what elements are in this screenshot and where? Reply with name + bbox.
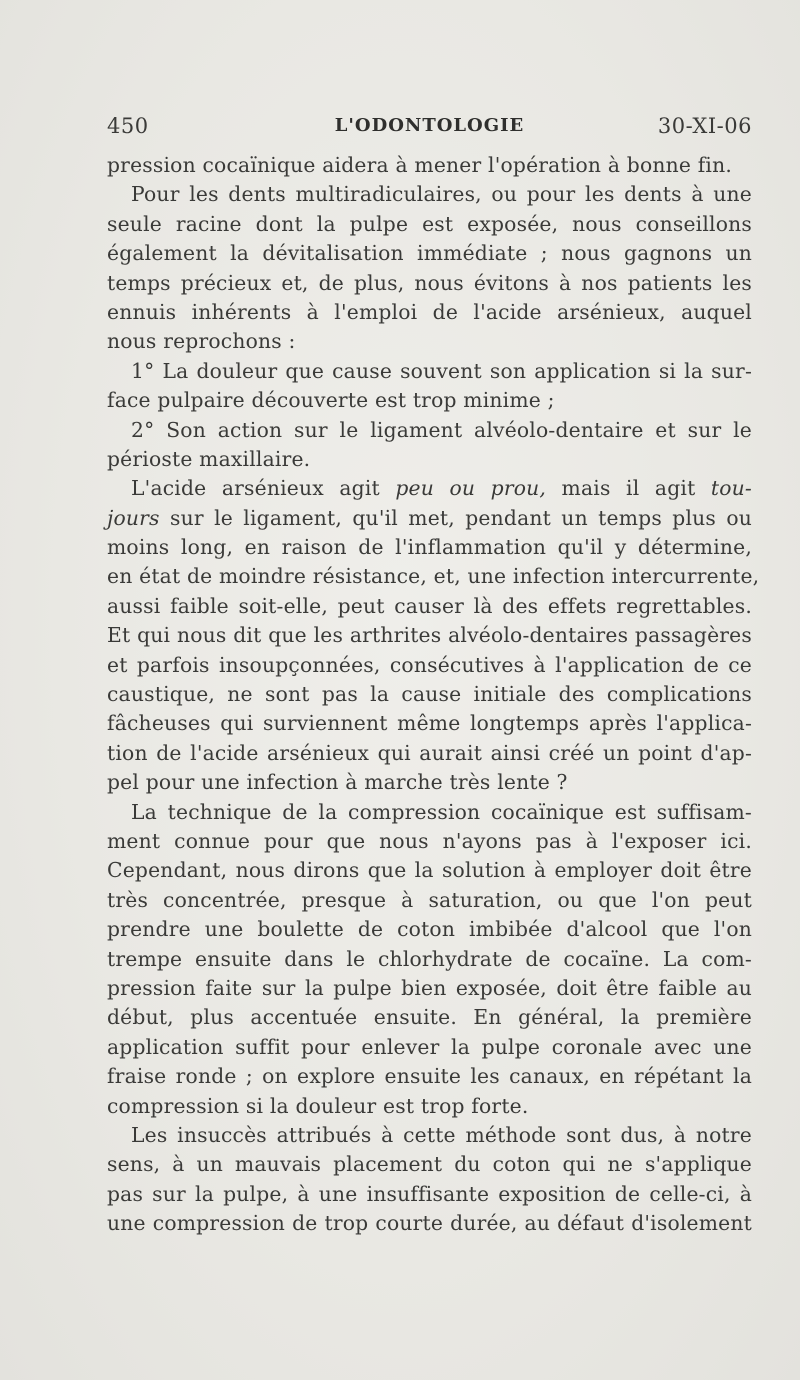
- text-line: caustique, ne sont pas la cause initiale des complications: [107, 682, 752, 707]
- text-line: temps précieux et, de plus, nous évitons à nos patients les: [107, 270, 752, 295]
- body-text: [107, 151, 760, 1238]
- text-line: La technique de la compression cocaïnique est suffisam-: [131, 799, 752, 824]
- italic-text: tou-: [710, 476, 752, 501]
- text-line: 1° La douleur que cause souvent son application si la sur-: [131, 358, 752, 383]
- text-line: compression si la douleur est trop forte.: [107, 1093, 529, 1118]
- italic-text: jours: [107, 505, 160, 530]
- text-line: [107, 504, 752, 533]
- text-run: mais il agit: [546, 476, 711, 501]
- text-line: fraise ronde ; on explore ensuite les canaux, en répétant la: [107, 1064, 752, 1089]
- text-line: trempe ensuite dans le chlorhydrate de cocaïne. La com-: [107, 946, 752, 971]
- text-line: [107, 474, 752, 503]
- text-line: en état de moindre résistance, et, une infection intercurrente,: [107, 564, 760, 589]
- text-line: tion de l'acide arsénieux qui aurait ainsi créé un point d'ap-: [107, 740, 752, 765]
- text-line: nous reprochons :: [107, 329, 296, 354]
- text-line: début, plus accentuée ensuite. En général, la première: [107, 1005, 752, 1030]
- italic-text: peu ou prou,: [395, 476, 547, 501]
- text-line: face pulpaire découverte est trop minime ;: [107, 388, 555, 413]
- text-line: pression faite sur la pulpe bien exposée, doit être faible au: [107, 975, 752, 1000]
- text-line: seule racine dont la pulpe est exposée, nous conseillons: [107, 211, 752, 236]
- text-line: très concentrée, presque à saturation, ou que l'on peut: [107, 887, 752, 912]
- text-line: Et qui nous dit que les arthrites alvéolo-dentaires passagères: [107, 623, 752, 648]
- text-line: aussi faible soit-elle, peut causer là des effets regrettables.: [107, 593, 752, 618]
- text-line: Cependant, nous dirons que la solution à employer doit être: [107, 858, 752, 883]
- text-line: fâcheuses qui surviennent même longtemps après l'applica-: [107, 711, 752, 736]
- text-run: sur le ligament, qu'il met, pendant un temps plus ou: [159, 505, 752, 530]
- text-line: Pour les dents multiradiculaires, ou pour les dents à une: [131, 182, 752, 207]
- text-line: prendre une boulette de coton imbibée d'alcool que l'on: [107, 917, 752, 942]
- running-title: L'ODONTOLOGIE: [334, 115, 525, 136]
- issue-date: 30-XI-06: [657, 114, 752, 138]
- text-line: application suffit pour enlever la pulpe coronale avec une: [107, 1034, 752, 1059]
- text-line: également la dévitalisation immédiate ; nous gagnons un: [107, 241, 752, 266]
- running-header: [107, 114, 752, 144]
- text-line: moins long, en raison de l'inflammation qu'il y détermine,: [107, 535, 752, 560]
- text-line: pas sur la pulpe, à une insuffisante exposition de celle-ci, à: [107, 1181, 752, 1206]
- text-line: pression cocaïnique aidera à mener l'opération à bonne fin.: [107, 153, 733, 177]
- page-number: 450: [107, 114, 149, 138]
- text-line: ment connue pour que nous n'ayons pas à l'exposer ici.: [107, 828, 752, 853]
- text-line: ennuis inhérents à l'emploi de l'acide arsénieux, auquel: [107, 299, 752, 324]
- text-line: et parfois insoupçonnées, consécutives à l'application de ce: [107, 652, 752, 677]
- text-run: L'acide arsénieux agit: [131, 476, 396, 501]
- text-line: pel pour une infection à marche très lente ?: [107, 770, 568, 795]
- text-line: Les insuccès attribués à cette méthode sont dus, à notre: [131, 1122, 752, 1147]
- text-line: 2° Son action sur le ligament alvéolo-dentaire et sur le: [131, 417, 752, 442]
- text-line: périoste maxillaire.: [107, 446, 311, 471]
- text-line: sens, à un mauvais placement du coton qui ne s'applique: [107, 1152, 752, 1177]
- text-line: une compression de trop courte durée, au défaut d'isolement: [107, 1211, 752, 1236]
